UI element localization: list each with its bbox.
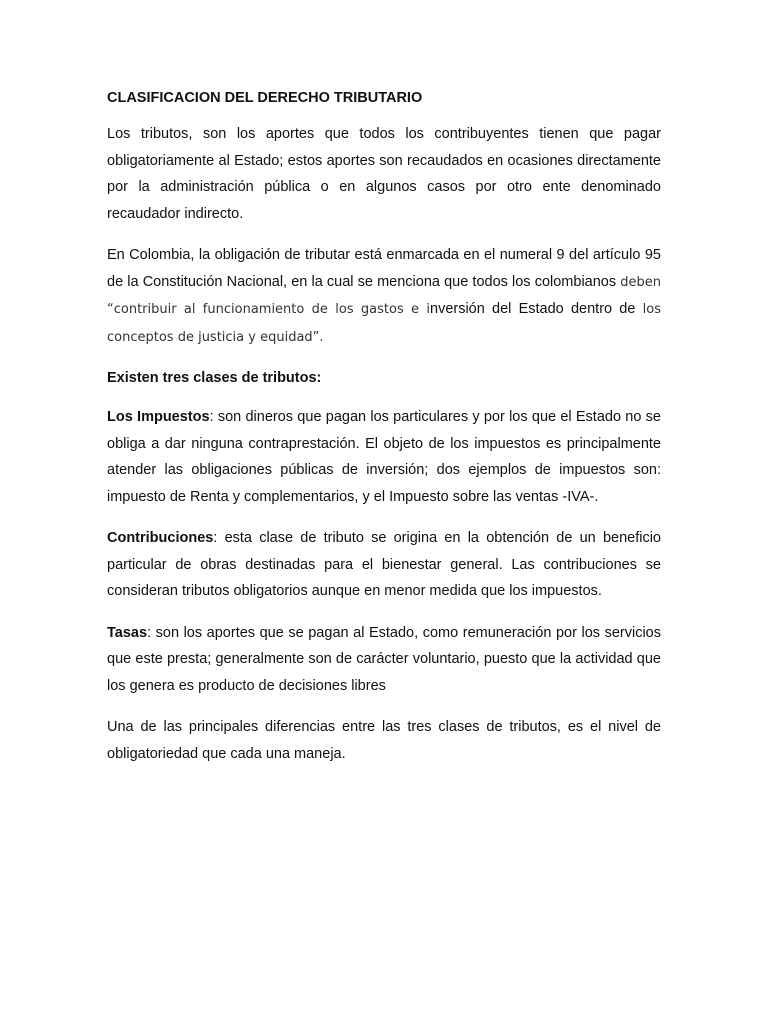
constitution-quote-part-b: los conceptos de justicia y equidad”. [107,302,661,345]
paragraph-tasas [107,620,661,700]
paragraph-closing: Una de las principales diferencias entre las tres clases de tributos, es el nivel de obligatoriedad que cada una maneja. [107,719,661,762]
paragraph-colombia [107,242,661,351]
definition-tasas: : son los aportes que se pagan al Estado, como remuneración por los servicios que este presta; generalmente son de carácter voluntario, puesto que la actividad que los genera es producto de decisiones libres [107,624,661,694]
paragraph-colombia-text: En Colombia, la obligación de tributar está enmarcada en el numeral 9 del artículo 95 de la Constitución Nacional, en la cual se menciona que todos los colombianos [107,247,661,290]
paragraph-colombia-text-middle: nversión del Estado dentro de [430,301,643,317]
section-subheading: Existen tres clases de tributos: [107,370,322,386]
definition-contribuciones: : esta clase de tributo se origina en la obtención de un beneficio particular de obras destinadas para el bienestar general. Las contribuciones se consideran tributos obligatorios aunque en menor medida que los impuestos. [107,530,661,599]
paragraph-contribuciones [107,525,661,605]
document-title: CLASIFICACION DEL DERECHO TRIBUTARIO [107,90,423,106]
term-contribuciones: Contribuciones [107,530,214,546]
term-tasas: Tasas [107,624,148,641]
constitution-quote-part-a: deben “contribuir al funcionamiento de los gastos e i [107,274,661,317]
paragraph-tributos: Los tributos, son los aportes que todos los contribuyentes tienen que pagar obligatoriamente al Estado; estos aportes son recaudados en ocasiones directamente por la administración pública o en algunos casos por otro ente denominado recaudador indirecto. [107,126,661,222]
paragraph-impuestos [107,404,661,510]
term-impuestos: Los Impuestos [107,409,210,425]
definition-impuestos: : son dineros que pagan los particulares y por los que el Estado no se obliga a dar ninguna contraprestación. El objeto de los impuestos es principalmente atender las obligaciones públicas de inversión; dos ejemplos de impuestos son: impuesto de Renta y complementarios, y el Impuesto sobre las ventas -IVA-. [107,409,661,505]
